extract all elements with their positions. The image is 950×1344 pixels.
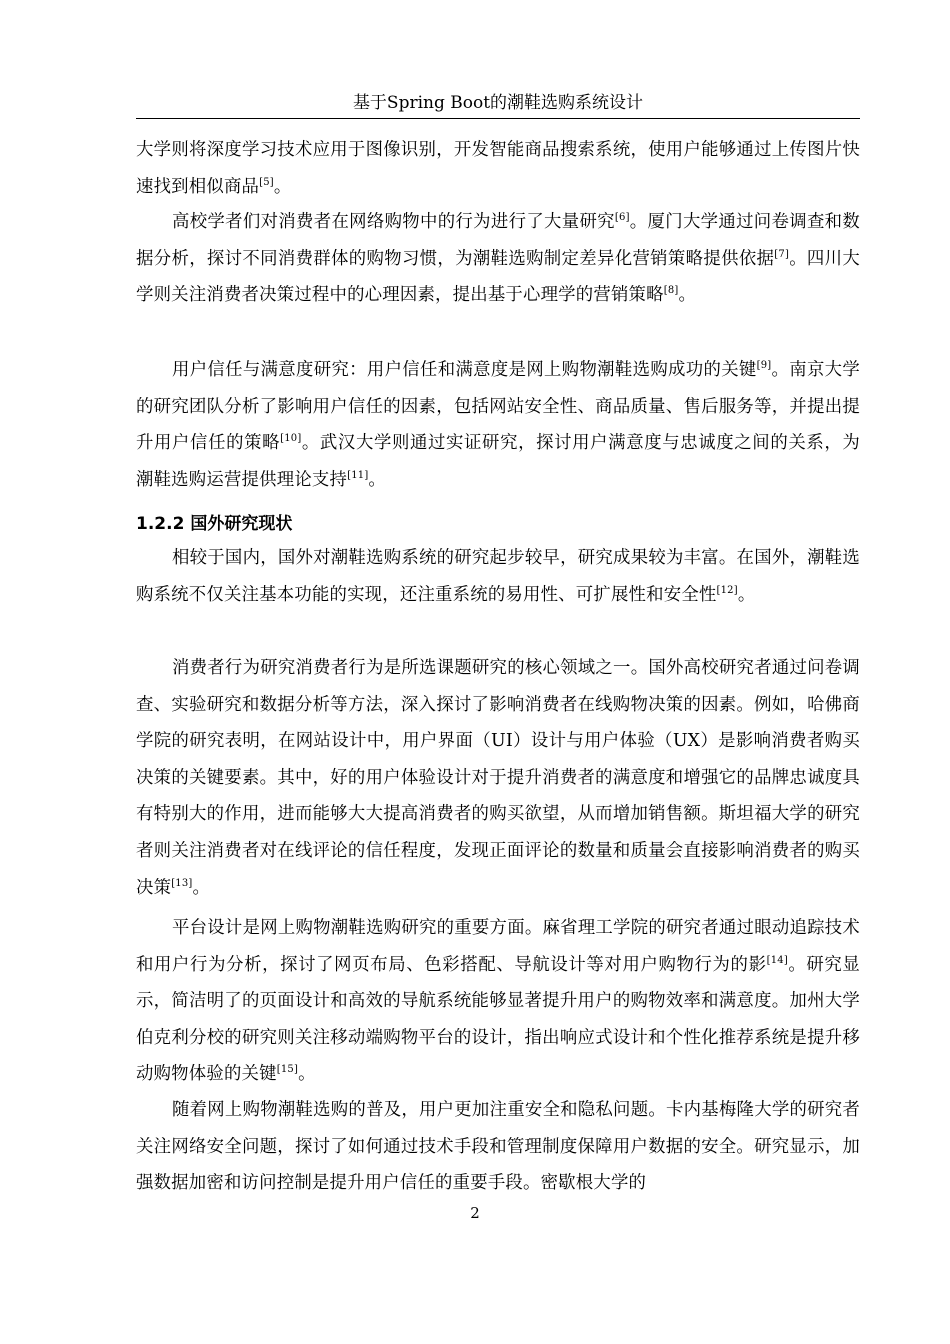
citation: [14] <box>766 954 788 966</box>
citation: [10] <box>280 433 302 445</box>
citation: [6] <box>614 212 630 224</box>
running-header: 基于Spring Boot的潮鞋选购系统设计 <box>352 93 644 113</box>
citation: [15] <box>276 1064 299 1076</box>
paragraph-3: 用户信任与满意度研究：用户信任和满意度是网上购物潮鞋选购成功的关键[9]。南京大学的研究团队分析了影响用户信任的因素，包括网站安全性、商品质量、售后服务等，并提出提升用户信任的策略[10]。武汉大学则通过实证研究，探讨用户满意度与忠诚度之间的关系，为潮鞋选购运营提供理论支持[11]。 <box>136 360 860 490</box>
citation: [7] <box>774 248 790 260</box>
paragraph-2: 高校学者们对消费者在网络购物中的行为进行了大量研究[6]。厦门大学通过问卷调查和数据分析，探讨不同消费群体的购物习惯，为潮鞋选购制定差异化营销策略提供依据[7]。四川大学则关注消费者决策过程中的心理因素，提出基于心理学的营销策略[8]。 <box>136 212 860 306</box>
citation: [12] <box>716 584 738 596</box>
paragraph-6: 平台设计是网上购物潮鞋选购研究的重要方面。麻省理工学院的研究者通过眼动追踪技术和用户行为分析，探讨了网页布局、色彩搭配、导航设计等对用户购物行为的影[14]。研究显示，简洁明了的页面设计和高效的导航系统能够显著提升用户的购物效率和满意度。加州大学伯克利分校的研究则关注移动端购物平台的设计，指出响应式设计和个性化推荐系统是提升移动购物体验的关键[15]。 <box>136 918 860 1085</box>
page-number: 2 <box>470 1204 480 1222</box>
header-rule <box>136 118 860 119</box>
citation: [13] <box>171 877 193 889</box>
paragraph-7: 随着网上购物潮鞋选购的普及，用户更加注重安全和隐私问题。卡内基梅隆大学的研究者关注网络安全问题，探讨了如何通过技术手段和管理制度保障用户数据的安全。研究显示，加强数据加密和访问控制是提升用户信任的重要手段。密歇根大学的 <box>136 1100 860 1194</box>
paragraph-5: 消费者行为研究消费者行为是所选课题研究的核心领域之一。国外高校研究者通过问卷调查、实验研究和数据分析等方法，深入探讨了影响消费者在线购物决策的因素。例如，哈佛商学院的研究表明，在网站设计中，用户界面（UI）设计与用户体验（UX）是影响消费者购买决策的关键要素。其中，好的用户体验设计对于提升消费者的满意度和增强它的品牌忠诚度具有特别大的作用，进而能够大大提高消费者的购买欲望，从而增加销售额。斯坦福大学的研究者则关注消费者对在线评论的信任程度，发现正面评论的数量和质量会直接影响消费者的购买决策[13]。 <box>136 658 860 898</box>
citation: [8] <box>663 285 679 297</box>
citation: [9] <box>756 360 772 372</box>
paragraph-4: 相较于国内，国外对潮鞋选购系统的研究起步较早，研究成果较为丰富。在国外，潮鞋选购系统不仅关注基本功能的实现，还注重系统的易用性、可扩展性和安全性[12]。 <box>136 548 860 605</box>
citation: [11] <box>347 469 369 481</box>
paragraph-1: 大学则将深度学习技术应用于图像识别，开发智能商品搜索系统，使用户能够通过上传图片快速找到相似商品[5]。 <box>136 140 860 197</box>
citation: [5] <box>259 176 274 188</box>
section-heading: 1.2.2 国外研究现状 <box>136 514 293 534</box>
